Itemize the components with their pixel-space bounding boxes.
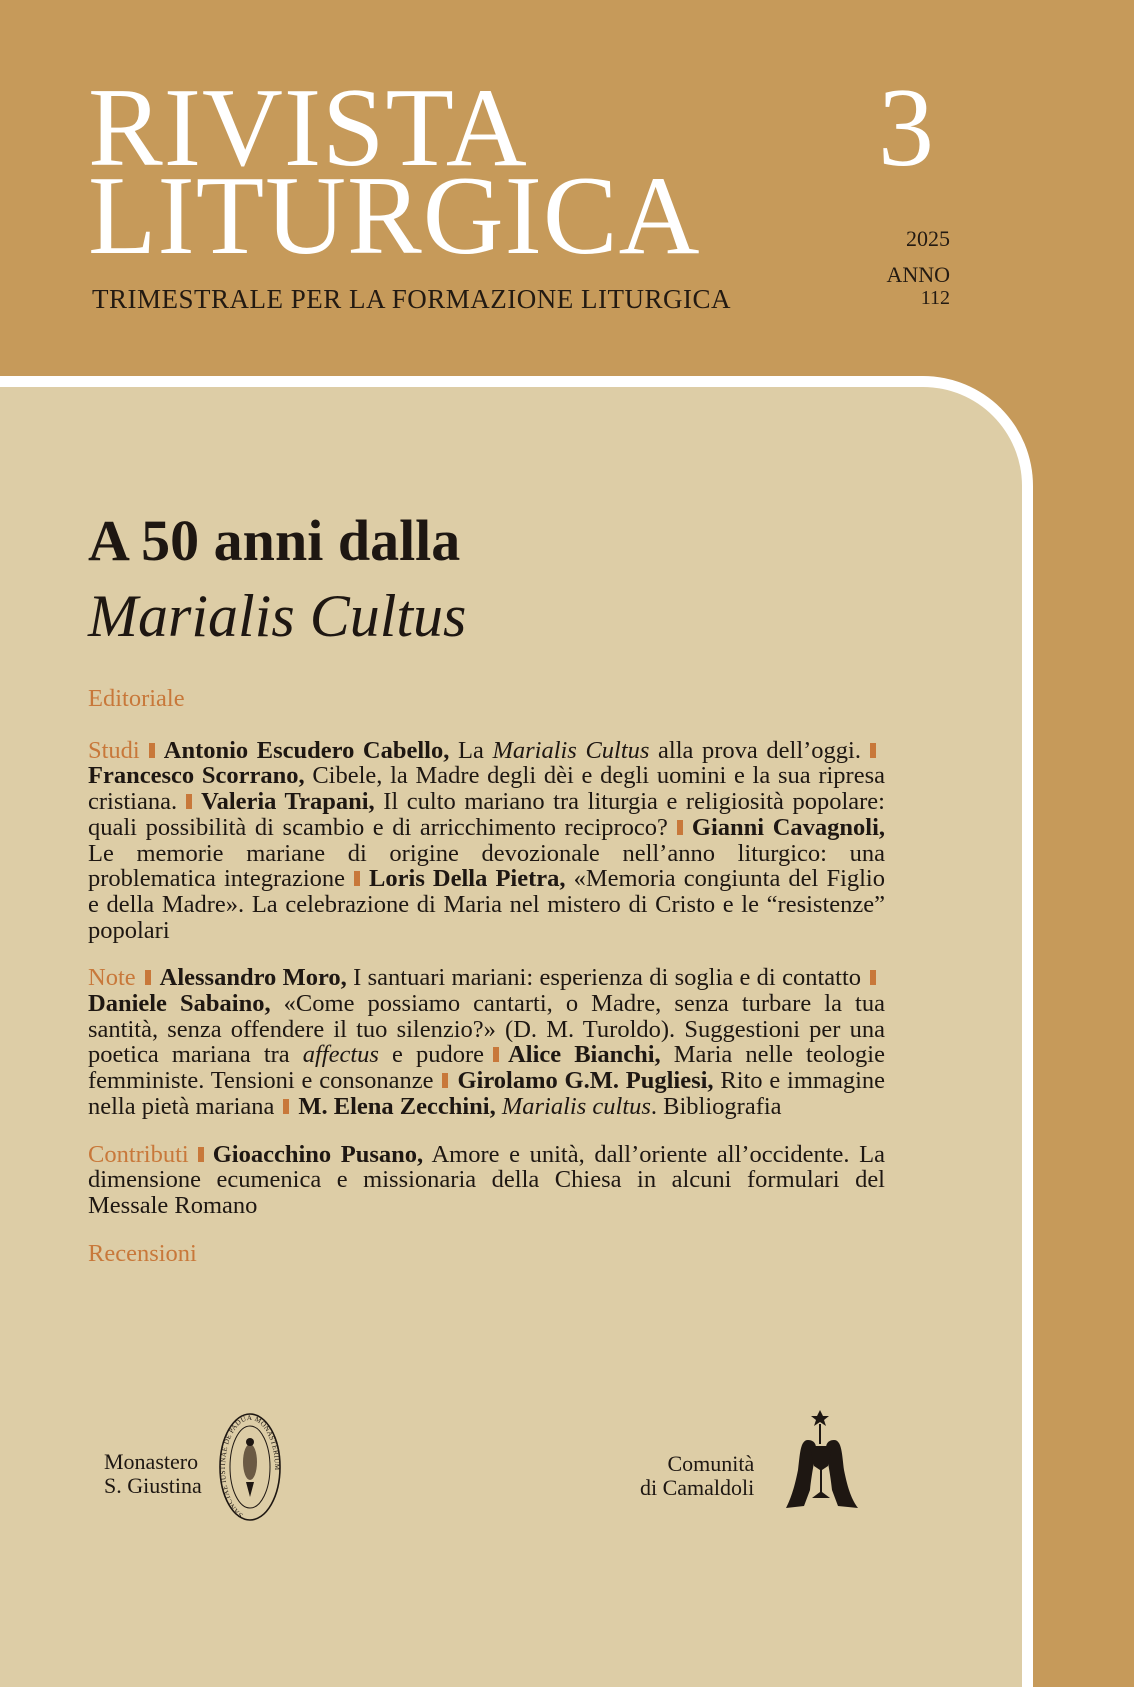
article-title: Marialis cultus (501, 1092, 651, 1120)
article-title: Amore e unità, dall’oriente all’occidente. La dimensione ecumenica e missionaria della Chiesa in alcuni formulari del Messale Romano (88, 1140, 885, 1219)
publisher-name-line2: S. Giustina (104, 1473, 202, 1498)
section-recensioni (88, 1241, 885, 1267)
article-entry (298, 1093, 781, 1120)
article-author: Gianni Cavagnoli, (691, 813, 885, 841)
publisher-name-line1: Monastero (104, 1449, 199, 1474)
section-note (88, 965, 885, 1119)
article-title: La (449, 736, 493, 764)
article-author: Alice Bianchi, (508, 1041, 661, 1069)
article-title: alla prova dell’oggi. (649, 736, 861, 764)
theme-line2: Marialis Cultus (88, 583, 467, 649)
article-entry (88, 1141, 885, 1219)
section-studi (88, 738, 885, 944)
issue-year: 2025 (906, 226, 950, 251)
publisher-name-line2: di Camaldoli (640, 1475, 755, 1500)
article-author: M. Elena Zecchini, (298, 1092, 496, 1120)
article-title: «Come possiamo cantarti, o Madre, senza turbare la tua santità, senza offendere il tuo silenzio?» (D. M. Turoldo). Suggestioni per una poetica mariana tra (88, 990, 885, 1069)
section-label: Recensioni (88, 1239, 197, 1267)
separator-bar-icon (145, 970, 151, 985)
section-contributi (88, 1142, 885, 1219)
section-label: Editoriale (88, 685, 185, 712)
seal-inscription-text: SANCTAE IUSTINAE DE PADUA MONASTERIUM (218, 1413, 282, 1520)
separator-bar-icon (677, 820, 683, 835)
article-entry (164, 737, 861, 764)
separator-bar-icon (283, 1099, 289, 1114)
article-title: Cibele, la Madre degli dèi e degli uomini e la sua ripresa cristiana. (88, 762, 885, 816)
article-title: affectus (302, 1041, 379, 1069)
article-title: Le memorie mariane di origine devozionale nell’anno liturgico: una problematica integrazione (88, 839, 885, 893)
article-title: . Bibliografia (650, 1092, 782, 1120)
separator-bar-icon (186, 794, 192, 809)
separator-bar-icon (442, 1073, 448, 1088)
separator-bar-icon (870, 970, 876, 985)
table-of-contents (88, 686, 885, 1292)
article-author: Alessandro Moro, (159, 964, 347, 992)
article-title: I santuari mariani: esperienza di soglia e di contatto (346, 964, 861, 992)
section-label: Studi (88, 736, 140, 764)
santa-giustina-seal-icon (218, 1412, 282, 1522)
journal-title-line2: LITURGICA (88, 154, 701, 278)
section-editoriale (88, 686, 885, 712)
article-author: Loris Della Pietra, (369, 865, 566, 893)
section-label: Note (88, 964, 136, 992)
article-entry (160, 964, 861, 991)
volume-label: ANNO (886, 262, 950, 287)
journal-subtitle: TRIMESTRALE PER LA FORMAZIONE LITURGICA (92, 284, 731, 314)
issue-number: 3 (878, 66, 934, 190)
separator-bar-icon (198, 1147, 204, 1162)
separator-bar-icon (870, 743, 876, 758)
article-author: Antonio Escudero Cabello, (163, 736, 450, 764)
journal-title-line1: RIVISTA (88, 66, 528, 190)
article-author: Daniele Sabaino, (88, 990, 271, 1018)
separator-bar-icon (493, 1047, 499, 1062)
article-title: Maria nelle teologie femministe. Tensioni e consonanze (88, 1041, 885, 1095)
publisher-name-line1: Comunità (667, 1451, 755, 1476)
article-author: Gioacchino Pusano, (212, 1140, 424, 1168)
camaldoli-doves-chalice-icon (782, 1410, 862, 1510)
publisher-santa-giustina (104, 1450, 202, 1498)
separator-bar-icon (354, 871, 360, 886)
theme-line1: A 50 anni dalla (88, 508, 461, 573)
article-author: Francesco Scorrano, (88, 762, 305, 790)
article-author: Girolamo G.M. Pugliesi, (457, 1067, 714, 1095)
article-title: Rito e immagine nella pietà mariana (88, 1067, 885, 1120)
issue-theme (88, 508, 467, 649)
article-author: Valeria Trapani, (201, 788, 375, 816)
article-title: Marialis Cultus (492, 736, 650, 764)
article-title: e pudore (378, 1041, 485, 1069)
section-label: Contributi (88, 1140, 189, 1168)
separator-bar-icon (149, 743, 155, 758)
publisher-camaldoli (640, 1452, 754, 1500)
article-title: «Memoria congiunta del Figlio e della Madre». La celebrazione di Maria nel mistero di Cristo e le “resistenze” popolari (88, 865, 885, 944)
volume-number: 112 (920, 287, 950, 309)
article-title: Il culto mariano tra liturgia e religiosità popolare: quali possibilità di scambio e di arricchimento reciproco? (88, 788, 885, 841)
